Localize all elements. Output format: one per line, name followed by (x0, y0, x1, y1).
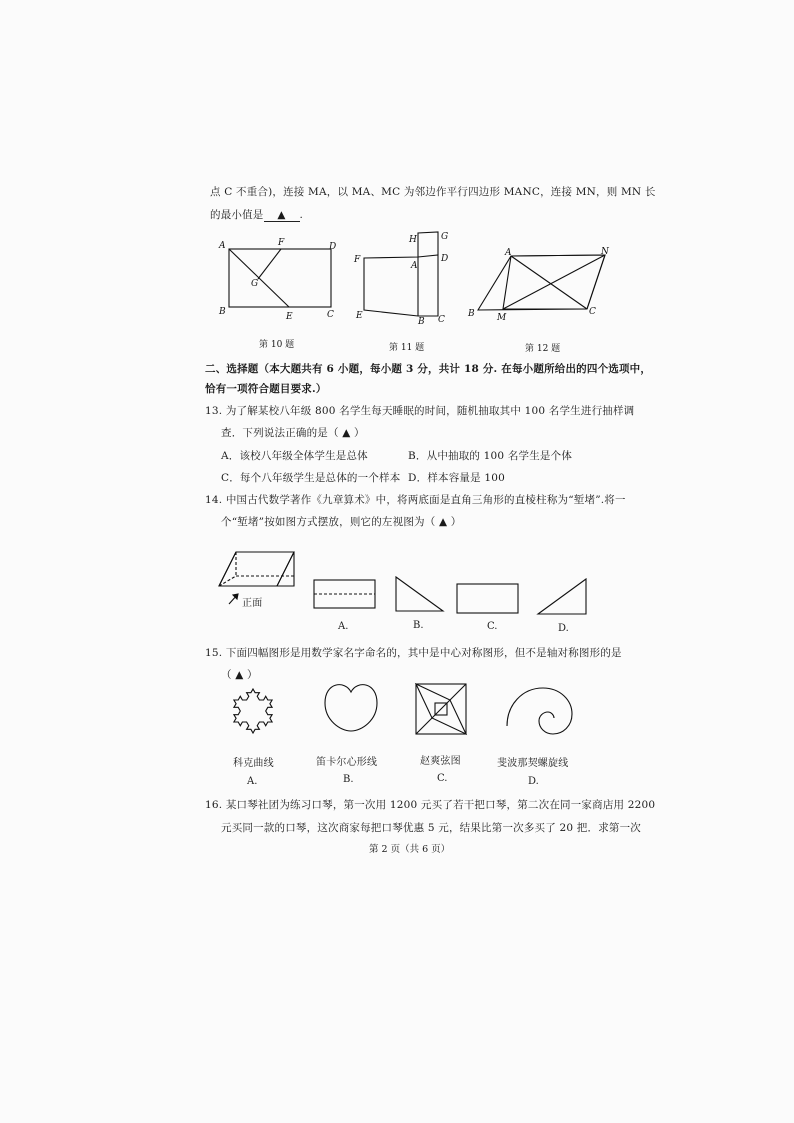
section2-heading-line-2: 恰有一项符合题目要求.） (205, 383, 327, 395)
cardioid-icon (325, 685, 377, 731)
fig12-label-a: A (505, 248, 512, 258)
q14-line-2: 个“堑堵”按如图方式摆放，则它的左视图为（ ▲ ） (221, 516, 462, 528)
q13-line-2: 查．下列说法正确的是（ ▲ ） (221, 427, 365, 439)
fig11-label-e: E (356, 311, 363, 321)
fibonacci-spiral-icon (507, 688, 572, 734)
q12-line-1: 点 C 不重合)，连接 MA，以 MA、MC 为邻边作平行四边形 MANC，连接 MN，则 MN 长 (210, 186, 656, 198)
q16-line-2: 元买同一款的口琴，这次商家每把口琴优惠 5 元，结果比第一次多买了 20 把．求第一次 (221, 822, 641, 834)
q13-option-b: B．从中抽取的 100 名学生是个体 (408, 450, 573, 462)
fig12-label-n: N (601, 247, 609, 257)
fig10-label-c: C (327, 310, 334, 320)
fig12-label-b: B (468, 309, 475, 319)
q14-option-a-label: A. (338, 621, 349, 632)
q13-option-a: A．该校八年级全体学生是总体 (221, 450, 368, 462)
q15-option-d-label: D. (528, 776, 539, 787)
q13-option-d: D．样本容量是 100 (408, 472, 505, 484)
fig10-label-f: F (278, 238, 285, 248)
q14-option-b-label: B. (413, 620, 424, 631)
q14-option-d-label: D. (558, 623, 569, 634)
q14-option-c-label: C. (487, 621, 498, 632)
fig12-label-m: M (497, 313, 507, 323)
q15-name-d: 斐波那契螺旋线 (497, 758, 569, 769)
q15-line-2: （ ▲ ） (221, 669, 258, 681)
fig11-label-d: D (441, 254, 449, 264)
q14-line-1: 14. 中国古代数学著作《九章算术》中，将两底面是直角三角形的直棱柱称为“堑堵”.将一 (205, 494, 626, 506)
fig11-label-f: F (354, 255, 361, 265)
q15-option-b-label: B. (343, 774, 354, 785)
q13-option-c: C．每个八年级学生是总体的一个样本 (221, 472, 401, 484)
fig11-label-c: C (438, 315, 445, 325)
fig11-caption: 第 11 题 (389, 343, 425, 353)
q15-option-a-label: A. (247, 776, 258, 787)
q12-answer-blank: ▲ (264, 209, 300, 222)
q15-name-b: 笛卡尔心形线 (316, 757, 378, 768)
q16-line-1: 16. 某口琴社团为练习口琴，第一次用 1200 元买了若干把口琴，第二次在同一家商店用 2200 (205, 799, 656, 811)
fig11-label-h: H (409, 235, 417, 245)
fig12-label-c: C (589, 307, 596, 317)
fig11-label-b: B (418, 317, 425, 327)
q15-name-c: 赵爽弦图 (420, 756, 461, 767)
q15-name-a: 科克曲线 (233, 758, 274, 769)
fig11-label-a: A (411, 261, 418, 271)
fig11-label-g: G (441, 232, 449, 242)
fig10-label-e: E (286, 312, 293, 322)
q12-period: . (299, 209, 304, 221)
zhao-shuang-diagram-icon (416, 684, 466, 734)
q15-line-1: 15. 下面四幅图形是用数学家名字命名的，其中是中心对称图形，但不是轴对称图形的是 (205, 647, 622, 659)
section2-heading-line-1: 二、选择题（本大题共有 6 小题，每小题 3 分，共计 18 分. 在每小题所给出的四个选项中， (205, 363, 652, 375)
koch-snowflake-icon (234, 689, 272, 733)
fig12-caption: 第 12 题 (525, 344, 561, 354)
q12-line-2-text: 的最小值是 (210, 209, 264, 221)
fig10-label-a: A (219, 241, 226, 251)
page-footer: 第 2 页（共 6 页） (369, 844, 451, 855)
q15-option-c-label: C. (437, 773, 448, 784)
fig10-label-d: D (329, 242, 337, 252)
q13-line-1: 13. 为了解某校八年级 800 名学生每天睡眠的时间，随机抽取其中 100 名学生进行抽样调 (205, 405, 635, 417)
fig10-label-g: G (251, 279, 259, 289)
fig10-label-b: B (219, 307, 226, 317)
q14-front-label: 正面 (242, 598, 263, 609)
fig10-caption: 第 10 题 (259, 340, 295, 350)
